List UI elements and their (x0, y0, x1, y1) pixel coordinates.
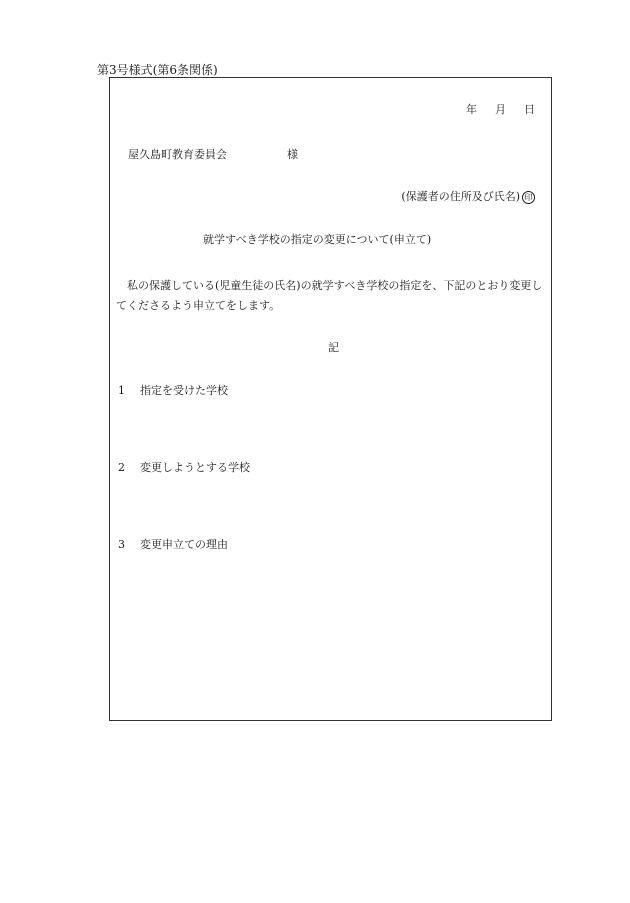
item-number: 3 (118, 538, 125, 551)
date-year-label: 年 (466, 103, 477, 116)
addressee (128, 148, 298, 162)
addressee-honorific: 様 (287, 148, 298, 161)
seal-mark: 印 (522, 191, 535, 204)
form-number: 第3号様式(第6条関係) (97, 63, 218, 77)
date-month-label: 月 (495, 103, 506, 116)
item-label: 変更申立ての理由 (140, 538, 228, 551)
item-reason (118, 538, 228, 552)
date-day-label: 日 (524, 103, 535, 116)
addressee-name: 屋久島町教育委員会 (128, 148, 227, 161)
item-new-school (118, 461, 250, 475)
date-line (466, 103, 535, 117)
document-body (116, 276, 546, 316)
item-designated-school (118, 384, 228, 398)
form-frame (109, 77, 552, 721)
applicant-line (401, 190, 535, 204)
item-label: 変更しようとする学校 (140, 461, 250, 474)
ki-heading: 記 (328, 341, 339, 354)
item-number: 2 (118, 461, 125, 474)
document-body-text: 私の保護している(児童生徒の氏名)の就学すべき学校の指定を、下記のとおり変更してくださるよう申立てをします。 (116, 279, 543, 312)
item-number: 1 (118, 384, 125, 397)
applicant-label: (保護者の住所及び氏名) (401, 190, 520, 203)
item-label: 指定を受けた学校 (140, 384, 228, 397)
document-title: 就学すべき学校の指定の変更について(申立て) (203, 233, 432, 246)
